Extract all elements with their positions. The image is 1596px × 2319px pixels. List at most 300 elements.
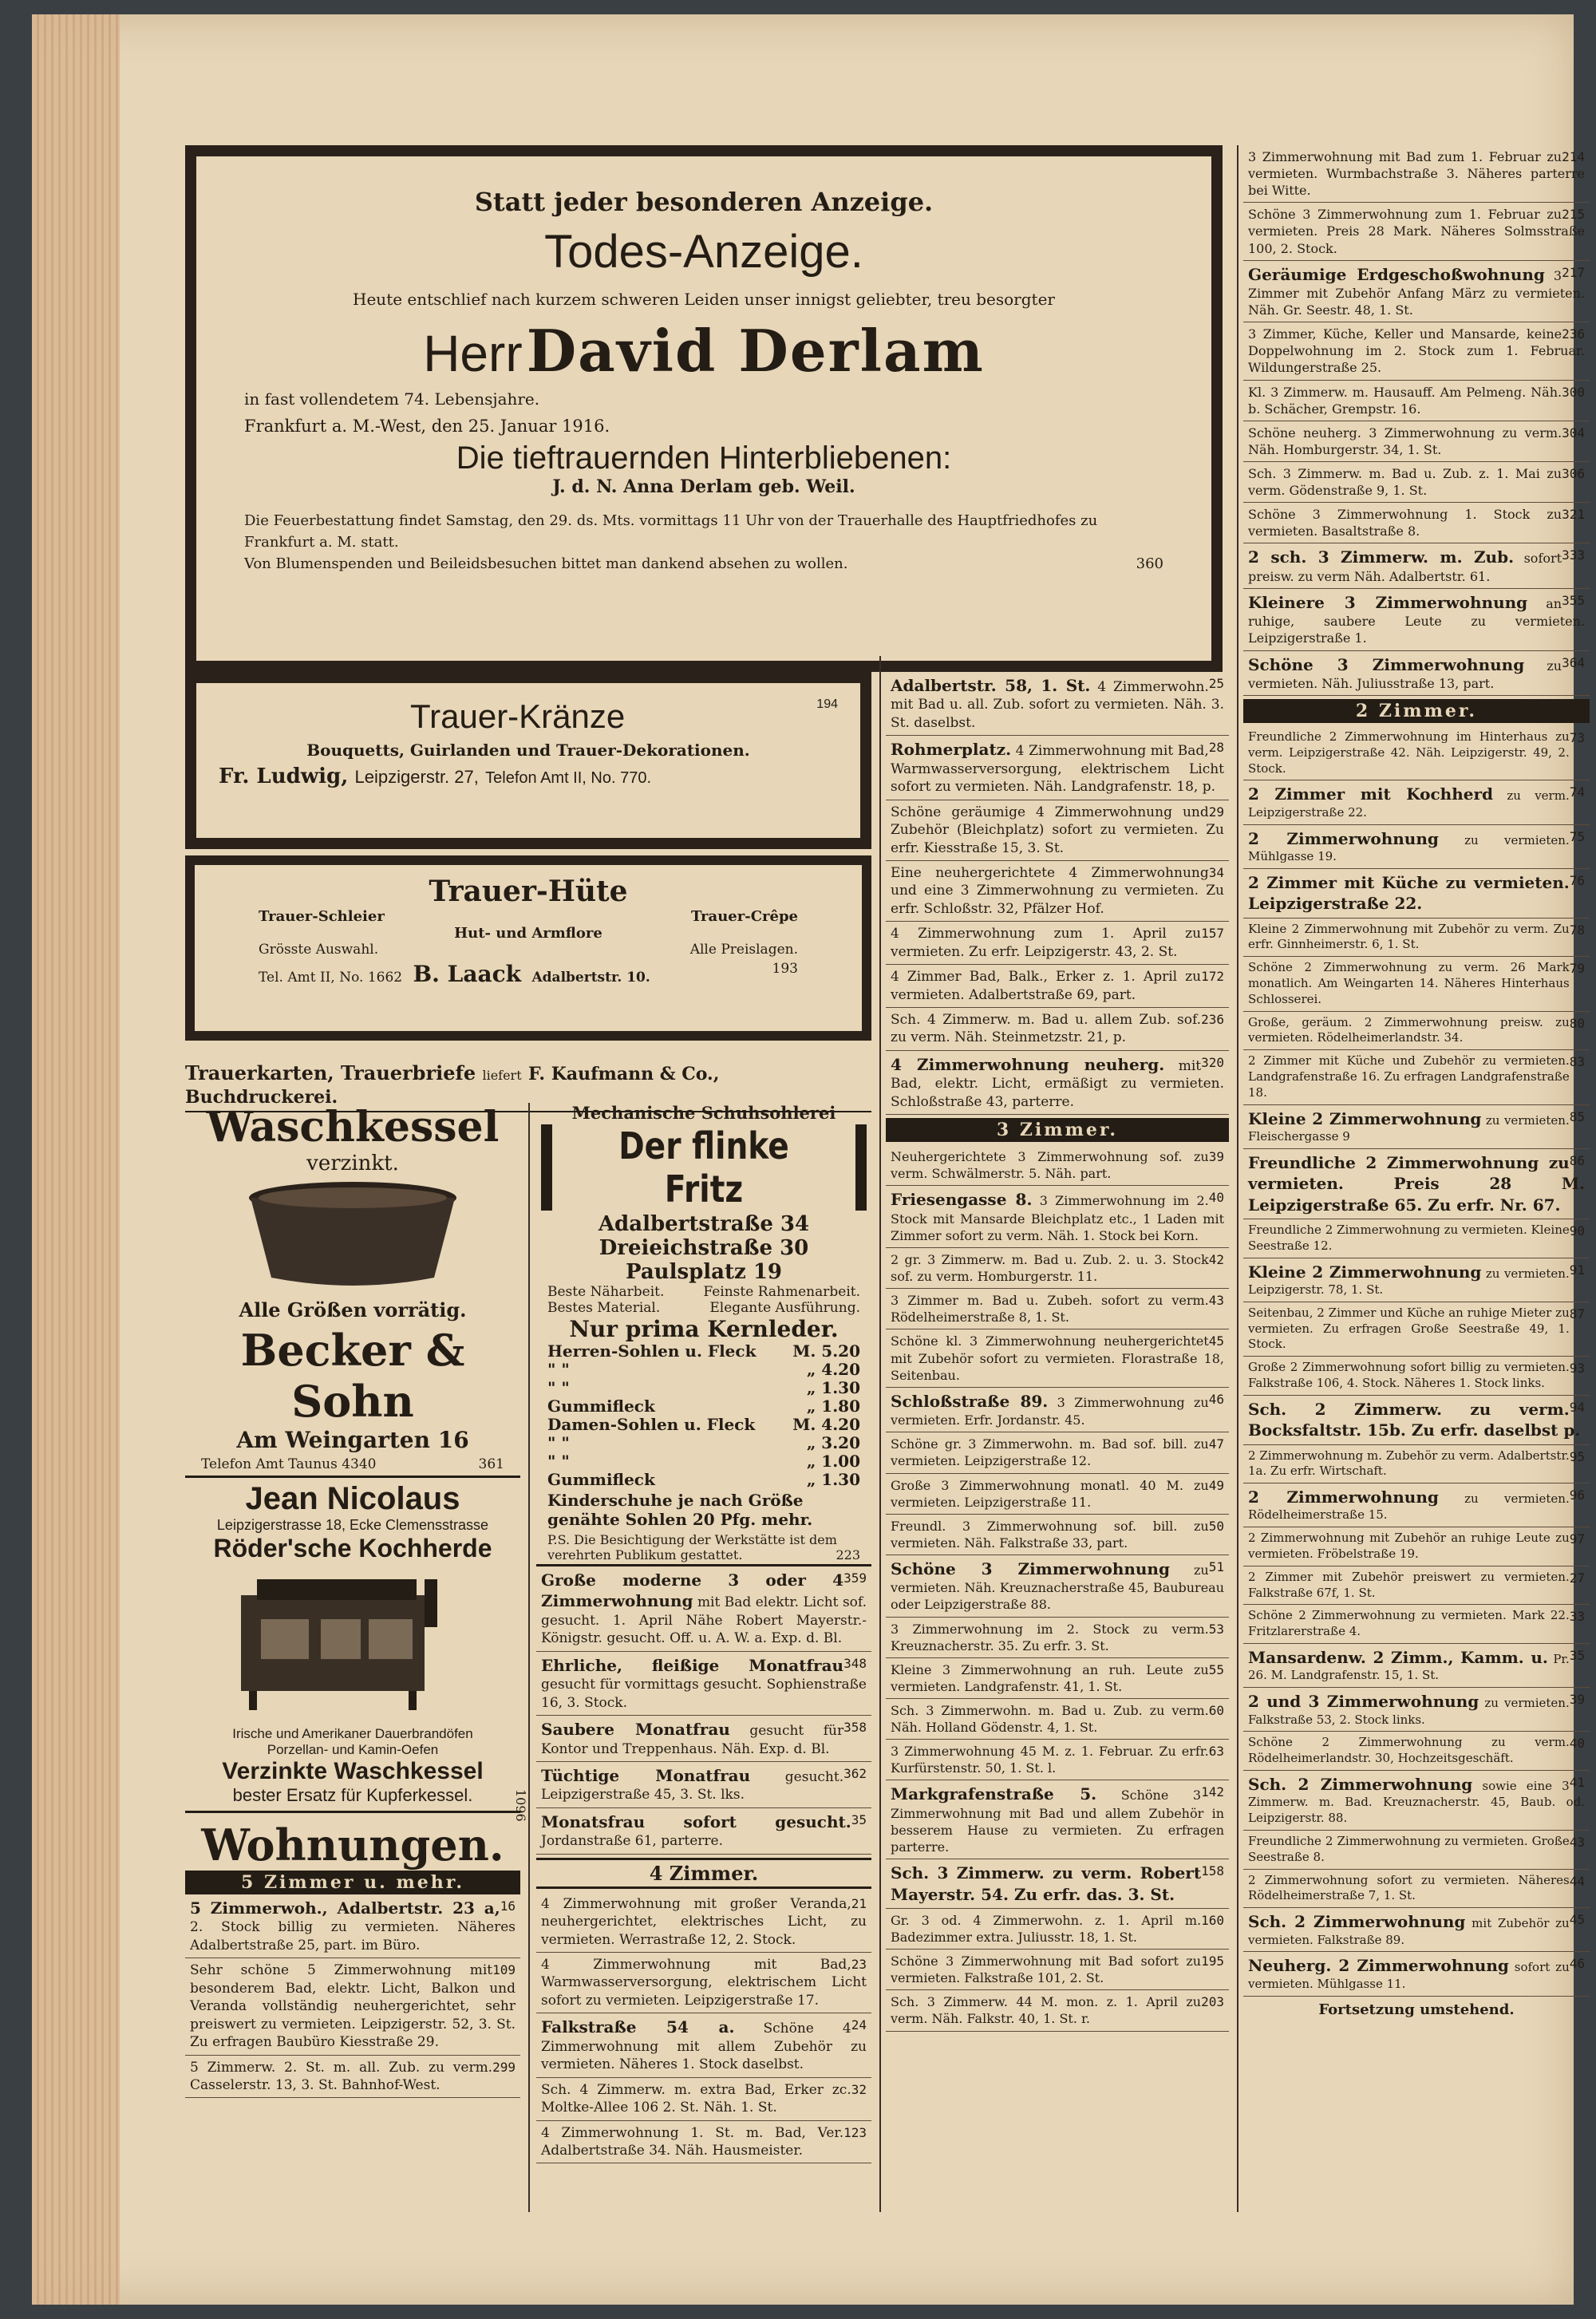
fritz-l2a: Bestes Material.: [547, 1300, 661, 1316]
fritz-title-box: [541, 1124, 867, 1211]
ad-headline: Friesengasse 8.: [891, 1190, 1033, 1210]
ad-ref-number: 160: [1201, 1912, 1224, 1928]
ad-text: 3 Zimmerwohnung im 2. Stock zu verm. Kreuznacherstr. 35. Zu erfr. 3. St.: [891, 1621, 1209, 1653]
classified-ad: [1243, 1527, 1590, 1566]
ad-text: mit Bad elektr. Licht sof. gesucht. 1. April Nähe Robert Mayerstr.-Königstr. gesucht. Off. u. A. W. a. Exp. d. Bl.: [541, 1594, 867, 1647]
ad-ref-number: 35: [1569, 1648, 1585, 1664]
ad-text: Schöne 3 Zimmerwohnung zum 1. Februar zu vermieten. Preis 28 Mark. Näheres Solmsstraße 100, 2. Stock.: [1248, 207, 1585, 256]
ad-ref-number: 33: [1569, 1609, 1585, 1625]
ad-ref-number: 85: [1569, 1108, 1585, 1124]
classified-ad: [886, 1289, 1229, 1329]
ad-headline: Schöne 3 Zimmerwohnung: [891, 1559, 1170, 1578]
mid-small-ads: [536, 1566, 871, 1855]
ad-ref-number: 45: [1569, 1912, 1585, 1928]
wreaths-title-text: Trauer-Kränze: [410, 697, 626, 735]
classified-ad: [185, 1894, 520, 1958]
ad-headline: Rohmerplatz.: [891, 740, 1012, 760]
classified-ad: [886, 1186, 1229, 1248]
classified-ad: [886, 1990, 1229, 2031]
ad-ref-number: 60: [1208, 1702, 1224, 1718]
ad-text: zu vermieten. Fleischergasse 9: [1248, 1112, 1570, 1144]
ad-text: 3 Zimmer, Küche, Keller und Mansarde, keine Doppelwohnung im 2. Stock zum 1. Februar. Wildungerstraße 25.: [1248, 326, 1585, 376]
ad-ref-number: 90: [1569, 1223, 1585, 1239]
classified-ad: [1243, 1105, 1590, 1149]
ad-ref-number: 40: [1569, 1736, 1585, 1752]
fritz-price-list: [536, 1342, 871, 1489]
notice-ref: 360: [1136, 555, 1163, 572]
classified-ad: [1243, 1605, 1590, 1644]
classified-ad: [1243, 1396, 1590, 1445]
hats-title: Trauer-Hüte: [429, 875, 628, 908]
ad-headline: Große moderne 3 oder 4 Zimmerwohnung: [541, 1570, 844, 1611]
ad-ref-number: 49: [1208, 1477, 1224, 1493]
ad-ref-number: 78: [1569, 922, 1585, 938]
price-value: „ 1.00: [806, 1452, 860, 1471]
ad-text: Jordanstraße 61, parterre.: [541, 1833, 723, 1850]
price-row: [547, 1434, 860, 1452]
ad-text: Große 2 Zimmerwohnung sofort billig zu vermieten. Falkstraße 106, 4. Stock. Näheres 1. Stock links.: [1248, 1360, 1570, 1390]
ad-headline: Sch. 2 Zimmerwohnung: [1248, 1775, 1473, 1795]
ad-text: 3 Zimmerwohnung im 2. Stock mit Mansarde Bleichplatz etc., 1 Laden mit Zimmer sofort zu verm. Näh. 1. Stock bei Korn.: [891, 1193, 1224, 1243]
price-value: „ 1.30: [806, 1378, 860, 1397]
age-line: in fast vollendetem 74. Lebensjahre.: [244, 389, 540, 409]
classified-ad: [886, 1950, 1229, 1990]
ad-text: Kleine 2 Zimmerwohnung mit Zubehör zu verm. Zu erfr. Ginnheimerstr. 6, 1. St.: [1248, 921, 1570, 952]
fritz-kicker: Mechanische Schuhsohlerei: [571, 1103, 836, 1123]
ad-ref-number: 39: [1208, 1149, 1224, 1165]
ad-headline: Markgrafenstraße 5.: [891, 1784, 1097, 1804]
becker-firm: Becker & Sohn: [240, 1325, 465, 1427]
fritz-leder: Nur prima Kernleder.: [569, 1316, 839, 1342]
fritz-address-2: Dreieichstraße 30: [598, 1236, 809, 1260]
ad-ref-number: 306: [1562, 466, 1585, 482]
fritz-line2: [536, 1300, 871, 1316]
ad-text: Pr. 26. M. Landgrafenstr. 15, 1. St.: [1248, 1652, 1570, 1683]
mourners: Die tieftrauernden Hinterbliebenen:: [456, 440, 952, 476]
ad-text: 2 Zimmer mit Küche und Zubehör zu vermieten. Landgrafenstraße 16. Zu erfragen Landgrafenstraße 18.: [1248, 1053, 1570, 1100]
wohnungen-title: Wohnungen.: [201, 1819, 504, 1871]
price-label: Damen-Sohlen u. Fleck: [547, 1415, 756, 1434]
ad-text: mit Zubehör zu vermieten. Falkstraße 89.: [1248, 1916, 1570, 1947]
ad-ref-number: 86: [1569, 1152, 1585, 1168]
ad-ref-number: 46: [1569, 1956, 1585, 1972]
ads-5-zimmer: [185, 1894, 520, 2098]
ad-ref-number: 94: [1569, 1399, 1585, 1415]
price-value: „ 1.30: [806, 1470, 860, 1489]
hats-items: [259, 908, 798, 925]
ad-ref-number: 28: [1208, 740, 1224, 756]
ad-text: Schöne kl. 3 Zimmerwohnung neuhergerichtet mit Zubehör sofort zu vermieten. Florastraße 18, Seitenbau.: [891, 1333, 1224, 1383]
ad-ref-number: 39: [1569, 1692, 1585, 1708]
price-label: " ": [547, 1433, 570, 1452]
fritz-address-1: Adalbertstraße 34: [598, 1212, 810, 1236]
ads-4-zimmer-mid: [536, 1892, 871, 2164]
stove-illustration: [185, 1563, 520, 1723]
classified-ad: [1243, 1258, 1590, 1302]
fritz-ps: P.S. Die Besichtigung der Werkstätte ist dem verehrten Publikum gestattet.: [547, 1532, 837, 1562]
wreaths-address: Leipzigerstr. 27,: [354, 767, 479, 787]
ad-text: 3 Zimmerwohnung 45 M. z. 1. Februar. Zu erfr. Kurfürstenstr. 50, 1. St. l.: [891, 1744, 1209, 1776]
ad-text: zu verm. Leipzigerstraße 22.: [1248, 788, 1570, 820]
classified-ad: [1243, 203, 1590, 260]
ad-ref-number: 359: [843, 1570, 867, 1586]
price-row: [547, 1397, 860, 1416]
classified-ad: [1243, 1483, 1590, 1527]
classified-ad: [1243, 1302, 1590, 1357]
ad-headline: Kleine 2 Zimmerwohnung: [1248, 1108, 1482, 1128]
classified-ad: [886, 922, 1229, 965]
ad-headline: Saubere Monatfrau: [541, 1720, 730, 1740]
classified-ad: [1243, 726, 1590, 780]
ad-text: 3 Zimmerwohnung zu vermieten. Erfr. Jordanstr. 45.: [891, 1394, 1209, 1428]
classified-ad: [1243, 1357, 1590, 1396]
becker-ref: 361: [478, 1456, 504, 1472]
ad-headline: 2 Zimmer mit Kochherd: [1248, 784, 1494, 804]
price-label: " ": [547, 1360, 570, 1379]
column-4: [1243, 145, 1590, 2018]
ad-ref-number: 215: [1562, 207, 1585, 223]
price-row: [547, 1416, 860, 1434]
classified-ad: [536, 1892, 871, 1953]
classified-ad: [1243, 1952, 1590, 1996]
price-label: Gummifleck: [547, 1397, 655, 1416]
ad-headline: Ehrliche, fleißige Monatfrau: [541, 1655, 844, 1675]
classified-ad: [185, 2056, 520, 2099]
ad-headline: Mansardenw. 2 Zimm., Kamm. u.: [1248, 1648, 1548, 1668]
ad-text: Kl. 3 Zimmerw. m. Hausauff. Am Pelmeng. Näh. b. Schächer, Grempstr. 16.: [1248, 384, 1562, 417]
ad-text: Freundliche 2 Zimmerwohnung zu vermieten. Große Seestraße 8.: [1248, 1834, 1570, 1864]
hats-line2: Hut- und Armflore: [454, 925, 602, 942]
classified-ad: [1243, 1831, 1590, 1870]
nicolaus-product: Röder'sche Kochherde: [213, 1534, 492, 1562]
ad-headline: 5 Zimmerwoh., Adalbertstr. 23 a,: [190, 1898, 500, 1918]
classified-ad: [1243, 651, 1590, 697]
ad-text: Sch. 4 Zimmerw. m. Bad u. allem Zub. sof. zu verm. Näh. Steinmetzstr. 21, p.: [891, 1012, 1202, 1046]
classified-ad: [1243, 1771, 1590, 1831]
ad-ref-number: 321: [1562, 507, 1585, 523]
ad-ref-number: 320: [1201, 1054, 1224, 1070]
ad-ref-number: 348: [843, 1655, 867, 1671]
ad-headline: 4 Zimmerwohnung neuherg.: [891, 1054, 1165, 1074]
ad-text: 4 Zimmerwohnung mit großer Veranda, neuhergerichtet, elektrisches Licht, zu vermieten. Werrastraße 12, 2. Stock.: [541, 1895, 867, 1948]
classified-ad: [886, 1740, 1229, 1780]
ad-text: Große 3 Zimmerwohnung monatl. 40 M. zu vermieten. Leipzigerstraße 11.: [891, 1477, 1209, 1510]
classified-ad: [536, 1808, 871, 1855]
ad-text: zu vermieten. Näh. Juliusstraße 13, part.: [1248, 658, 1562, 691]
classified-ad: [185, 1958, 520, 2055]
fritz-address-3: Paulsplatz 19: [625, 1260, 783, 1284]
classified-ad: [1243, 919, 1590, 958]
hats-selection: Grösste Auswahl.: [259, 942, 379, 958]
ad-text: 4 Zimmer Bad, Balk., Erker z. 1. April zu vermieten. Adalbertstraße 69, part.: [891, 969, 1202, 1003]
ad-ref-number: 43: [1569, 1835, 1585, 1851]
name: David Derlam: [526, 317, 985, 385]
classified-ad: [1243, 589, 1590, 651]
classified-ad: [1243, 543, 1590, 589]
flowers-text: Von Blumenspenden und Beileidsbesuchen bittet man dankend absehen zu wollen.: [244, 555, 848, 572]
classified-ad: [1243, 825, 1590, 869]
ad-ref-number: 21: [851, 1895, 867, 1911]
becker-phone: Telefon Amt Taunus 4340: [201, 1456, 377, 1472]
ad-headline: Kleinere 3 Zimmerwohnung: [1248, 592, 1528, 612]
ad-text: 4 Zimmerwohn. mit Bad u. all. Zub. sofort zu vermieten. Näh. 3. St. daselbst.: [891, 679, 1224, 731]
classified-ad: [536, 2121, 871, 2164]
ad-ref-number: 158: [1201, 1863, 1224, 1879]
hats-selection-row: [259, 942, 798, 958]
ad-ref-number: 304: [1562, 425, 1585, 440]
classified-ad: [886, 736, 1229, 800]
ad-text: Neuhergerichtete 3 Zimmerwohnung sof. zu verm. Schwälmerstr. 5. Näh. part.: [891, 1149, 1209, 1182]
price-value: M. 4.20: [792, 1415, 860, 1434]
ad-text: 3 Zimmer mit Zubehör Anfang März zu vermieten. Näh. Gr. Seestr. 48, 1. St.: [1248, 267, 1585, 318]
becker-phone-row: [185, 1453, 520, 1478]
ad-text: 3 Zimmerwohnung mit Bad zum 1. Februar zu vermieten. Wurmbachstraße 3. Näheres parterre bei Witte.: [1248, 149, 1585, 199]
column-rule-2: [879, 656, 881, 2212]
price-value: M. 5.20: [792, 1341, 860, 1361]
section-5-zimmer: 5 Zimmer u. mehr.: [185, 1871, 520, 1894]
classified-ad: [886, 1618, 1229, 1658]
ad-headline: Tüchtige Monatfrau: [541, 1765, 751, 1785]
fritz-kinder: Kinderschuhe je nach Größe genähte Sohlen 20 Pfg. mehr.: [547, 1491, 813, 1529]
classified-ad: [1243, 1445, 1590, 1484]
ad-headline: Freundliche 2 Zimmerwohnung zu vermieten. Preis 28 M. Leipzigerstraße 65. Zu erfr. Nr. 67.: [1248, 1152, 1585, 1215]
ad-headline: 2 Zimmerwohnung: [1248, 1487, 1439, 1507]
wreaths-ref: 194: [816, 697, 838, 711]
col4-ads: [1243, 145, 1590, 696]
wreaths-line: Bouquetts, Guirlanden und Trauer-Dekorationen.: [306, 741, 750, 760]
ad-text: Schöne 2 Zimmerwohnung zu verm. 26 Mark monatlich. Am Weingarten 14. Näheres Hinterhaus Schlosserei.: [1248, 960, 1570, 1006]
name-prefix: Herr: [423, 325, 523, 382]
nicolaus-ref: 1096: [513, 1789, 528, 1822]
classified-ad: [886, 1859, 1229, 1909]
funeral-info: Die Feuerbestattung findet Samstag, den 29. ds. Mts. vormittags 11 Uhr von der Trauerhalle des Hauptfriedhofes zu Frankfurt a. M. statt.: [244, 512, 1098, 551]
ad-ref-number: 73: [1569, 730, 1585, 746]
hats-item-right: Trauer-Crêpe: [690, 908, 798, 925]
hats-prices: Alle Preislagen.: [689, 942, 798, 958]
column-3: [886, 672, 1229, 2032]
ad-ref-number: 157: [1201, 926, 1224, 942]
price-row: [547, 1452, 860, 1471]
classified-ad: [1243, 1012, 1590, 1051]
ad-text: Schöne 3 Zimmerwohnung 1. Stock zu vermieten. Basaltstraße 8.: [1248, 507, 1562, 539]
ad-ref-number: 80: [1569, 1015, 1585, 1031]
ad-ref-number: 79: [1569, 961, 1585, 977]
ad-text: Schöne 2 Zimmerwohnung zu vermieten. Mark 22. Fritzlarerstraße 4.: [1248, 1608, 1570, 1639]
classified-ad: [886, 1555, 1229, 1618]
ad-ref-number: 87: [1569, 1306, 1585, 1321]
hats-ref: 193: [772, 961, 798, 977]
print-area: [185, 145, 1590, 2212]
ad-ref-number: 96: [1569, 1487, 1585, 1503]
ad-headline: Adalbertstr. 58, 1. St.: [891, 676, 1091, 695]
ad-text: Große, geräum. 2 Zimmerwohnung preisw. zu vermieten. Rödelheimerlandstr. 34.: [1248, 1014, 1570, 1045]
trauerkarten-text: Trauerkarten, Trauerbriefe: [185, 1061, 476, 1084]
ad-text: mit Bad, elektr. Licht, ermäßigt zu vermieten. Schloßstraße 43, parterre.: [891, 1057, 1224, 1110]
ad-ref-number: 236: [1562, 326, 1585, 342]
ad-text: Schöne neuherg. 3 Zimmerwohnung zu verm. Näh. Homburgerstr. 34, 1. St.: [1248, 425, 1562, 457]
ad-ref-number: 51: [1208, 1559, 1224, 1574]
ad-text: 5 Zimmerw. 2. St. m. all. Zub. zu verm. Casselerstr. 13, 3. St. Bahnhof-West.: [190, 2059, 493, 2093]
classified-ad: [1243, 421, 1590, 462]
ad-text: 2 Zimmerwohnung sofort zu vermieten. Näheres Rödelheimerstraße 7, 1. St.: [1248, 1872, 1570, 1903]
wreaths-contact: [219, 764, 838, 788]
ad-text: Schöne 4 Zimmerwohnung mit allem Zubehör zu vermieten. Näheres 1. Stock daselbst.: [541, 2021, 867, 2073]
classified-ad: [886, 965, 1229, 1008]
ad-ref-number: 55: [1208, 1661, 1224, 1677]
col4b-ads: [1243, 726, 1590, 1997]
ad-text: 2 Zimmer mit Zubehör preiswert zu vermieten. Falkstraße 67f, 1. St.: [1248, 1569, 1570, 1600]
ad-text: 2. Stock billig zu vermieten. Näheres Adalbertstraße 25, part. im Büro.: [190, 1919, 516, 1954]
classified-ad: [886, 1658, 1229, 1699]
death-notice: [185, 145, 1223, 672]
classified-ad: [536, 1652, 871, 1716]
classified-ad: [886, 1474, 1229, 1515]
classified-ad: [886, 1780, 1229, 1859]
classified-ad: [886, 861, 1229, 922]
fortsetzung: Fortsetzung umstehend.: [1318, 2001, 1515, 2018]
ad-ref-number: 75: [1569, 828, 1585, 844]
classified-ad: [1243, 1050, 1590, 1104]
hats-phone: Tel. Amt II, No. 1662: [259, 970, 403, 986]
classified-ad: [1243, 261, 1590, 323]
classified-ad: [1243, 322, 1590, 380]
ad-ref-number: 109: [492, 1962, 516, 1978]
ad-ref-number: 23: [851, 1957, 867, 1972]
ad-headline: Schöne 3 Zimmerwohnung: [1248, 654, 1525, 674]
classified-ad: [886, 1699, 1229, 1740]
classified-ad: [536, 1716, 871, 1762]
ad-ref-number: 43: [1208, 1293, 1224, 1309]
ad-headline: Schloßstraße 89.: [891, 1391, 1049, 1411]
ad-text: 4 Zimmerwohnung mit Bad, Warmwasserversorgung, elektrischem Licht sofort zu vermieten. Leipzigerstraße 17.: [541, 1957, 867, 2009]
notice-title: Todes-Anzeige.: [544, 226, 863, 278]
price-label: " ": [547, 1452, 570, 1471]
ad-ref-number: 24: [851, 2017, 867, 2033]
ad-headline: Sch. 2 Zimmerwohnung: [1248, 1912, 1466, 1932]
ad-text: Schöne geräumige 4 Zimmerwohnung und Zubehör (Bleichplatz) sofort zu vermieten. Zu erfr. Kiesstraße 15, 3. St.: [891, 804, 1224, 856]
ad-text: Schöne 3 Zimmerwohnung mit Bad sofort zu vermieten. Falkstraße 101, 2. St.: [891, 1954, 1202, 1986]
ad-ref-number: 29: [1208, 804, 1224, 820]
notice-kicker: Statt jeder besonderen Anzeige.: [474, 187, 934, 217]
fritz-ref: 223: [836, 1547, 860, 1562]
ad-text: Kleine 3 Zimmerwohnung an ruh. Leute zu vermieten. Landgrafenstr. 41, 1. St.: [891, 1661, 1209, 1694]
classified-ad: [886, 800, 1229, 861]
price-row: [547, 1361, 860, 1379]
waschkessel-title: Waschkessel: [206, 1103, 500, 1152]
ad-text: Gr. 3 od. 4 Zimmerwohn. z. 1. April m. Badezimmer extra. Juliusstr. 18, 1. St.: [891, 1912, 1202, 1946]
ad-ref-number: 95: [1569, 1448, 1585, 1464]
classified-ad: [1243, 503, 1590, 543]
classified-ad: [536, 2078, 871, 2121]
nicolaus-ovens2: Porzellan- und Kamin-Oefen: [267, 1742, 439, 1757]
ad-text: Sch. 3 Zimmerw. m. Bad u. Zub. z. 1. Mai zu verm. Gödenstraße 9, 1. St.: [1248, 466, 1562, 499]
ad-ref-number: 76: [1569, 872, 1585, 888]
book-page-edges: [32, 14, 120, 2305]
ad-text: gesucht. Leipzigerstraße 45, 3. St. lks.: [541, 1768, 844, 1803]
ad-ref-number: 123: [843, 2124, 867, 2140]
section-4-zimmer: 4 Zimmer.: [536, 1858, 871, 1889]
place-date: Frankfurt a. M.-West, den 25. Januar 1916.: [244, 417, 610, 436]
ad-ref-number: 203: [1201, 1994, 1224, 2010]
price-row: [547, 1342, 860, 1361]
ad-text: Schöne 3 Zimmerwohnung mit Bad und allem Zubehör in besserem Hause zu vermieten. Zu erfragen parterre.: [891, 1788, 1224, 1855]
col3-ads: [886, 672, 1229, 1115]
classified-ad: [886, 1248, 1229, 1289]
ad-headline: Kleine 2 Zimmerwohnung: [1248, 1262, 1482, 1282]
ad-ref-number: 42: [1208, 1252, 1224, 1268]
ad-ref-number: 97: [1569, 1531, 1585, 1547]
ad-ref-number: 355: [1562, 592, 1585, 608]
fritz-l1a: Beste Näharbeit.: [547, 1284, 665, 1300]
classified-ad: [1243, 1870, 1590, 1909]
becker-address: Am Weingarten 16: [236, 1427, 469, 1453]
ad-ref-number: 50: [1208, 1518, 1224, 1534]
column-rule-3: [1237, 145, 1238, 2212]
ad-text: Seitenbau, 2 Zimmer und Küche an ruhige Mieter zu vermieten. Zu erfragen Große Seestraße 49, 1. Stock.: [1248, 1305, 1570, 1352]
classified-ad: [1243, 1688, 1590, 1732]
wreaths-phone: Telefon Amt II, No. 770.: [485, 769, 652, 787]
fritz-l1b: Feinste Rahmenarbeit.: [703, 1284, 860, 1300]
ad-text: zu vermieten. Falkstraße 53, 2. Stock links.: [1248, 1696, 1570, 1727]
ad-headline: Sch. 3 Zimmerw. zu verm. Robert Mayerstr. 54. Zu erfr. das. 3. St.: [891, 1863, 1202, 1904]
ad-text: 2 Zimmerwohnung m. Zubehör zu verm. Adalbertstr. 1a. Zu erfr. Wirtschaft.: [1248, 1448, 1570, 1479]
ad-headline: Sch. 2 Zimmerw. zu verm. Bocksfaltstr. 15b. Zu erfr. daselbst p.: [1248, 1399, 1581, 1440]
ad-text: sofort zu vermieten. Mühlgasse 11.: [1248, 1960, 1570, 1991]
hats-address: Adalbertstr. 10.: [531, 970, 650, 986]
ad-ref-number: 91: [1569, 1262, 1585, 1278]
classified-ad: [1243, 462, 1590, 503]
ad-ref-number: 47: [1208, 1436, 1224, 1452]
ad-ref-number: 217: [1562, 264, 1585, 280]
classified-ad: [536, 1953, 871, 2013]
hats-firm: B. Laack: [413, 961, 522, 987]
ad-ref-number: 53: [1208, 1621, 1224, 1637]
column-rule-1: [528, 1103, 530, 2212]
ad-ref-number: 25: [1208, 676, 1224, 691]
ad-ref-number: 41: [1569, 1775, 1585, 1791]
ad-text: 4 Zimmerwohnung zum 1. April zu vermieten. Zu erfr. Leipzigerstr. 43, 2. St.: [891, 926, 1202, 960]
ad-ref-number: 46: [1208, 1391, 1224, 1407]
classified-ad: [1243, 1149, 1590, 1219]
wreaths-ad: [185, 672, 871, 849]
ad-text: sowie eine 3 Zimmerw. m. Bad. Kreuznacherstr. 45, Baub. od. Leipzigerstr. 88.: [1248, 1779, 1585, 1826]
ad-ref-number: 300: [1562, 384, 1585, 400]
classified-ad: [886, 1909, 1229, 1950]
fritz-title: Der flinke Fritz: [618, 1124, 789, 1211]
classified-ad: [1243, 869, 1590, 919]
nicolaus-kessel: Verzinkte Waschkessel: [222, 1758, 484, 1784]
ad-headline: 2 sch. 3 Zimmerw. m. Zub.: [1248, 547, 1515, 567]
ad-text: Sch. 4 Zimmerw. m. extra Bad, Erker zc. Moltke-Allee 106 2. St. Näh. 1. St.: [541, 2081, 851, 2116]
ad-text: 4 Zimmerwohnung mit Bad, Warmwasserversorgung, elektrischem Licht sofort zu vermieten. Näh. Landgrafenstr. 18, p.: [891, 743, 1224, 796]
ad-text: zu vermieten. Leipzigerstr. 78, 1. St.: [1248, 1266, 1570, 1297]
classified-ad: [536, 2013, 871, 2077]
classified-ad: [1243, 1908, 1590, 1952]
ad-text: 4 Zimmerwohnung 1. St. m. Bad, Ver. Adalbertstraße 34. Näh. Hausmeister.: [541, 2124, 844, 2159]
classified-ad: [1243, 1219, 1590, 1258]
classified-ad: [886, 1008, 1229, 1051]
nicolaus-ovens: Irische und Amerikaner Dauerbrandöfen: [232, 1726, 473, 1741]
ad-headline: 2 und 3 Zimmerwohnung: [1248, 1692, 1479, 1712]
col3b-ads: [886, 1145, 1229, 2031]
ad-ref-number: 74: [1569, 784, 1585, 800]
waschkessel-stock: Alle Größen vorrätig.: [239, 1298, 467, 1321]
price-value: „ 4.20: [806, 1360, 860, 1379]
classified-ad: [1243, 1732, 1590, 1771]
ad-headline: Geräumige Erdgeschoßwohnung: [1248, 264, 1545, 284]
nicolaus-address: Leipzigerstrasse 18, Ecke Clemensstrasse: [216, 1517, 489, 1533]
price-label: Gummifleck: [547, 1470, 655, 1489]
